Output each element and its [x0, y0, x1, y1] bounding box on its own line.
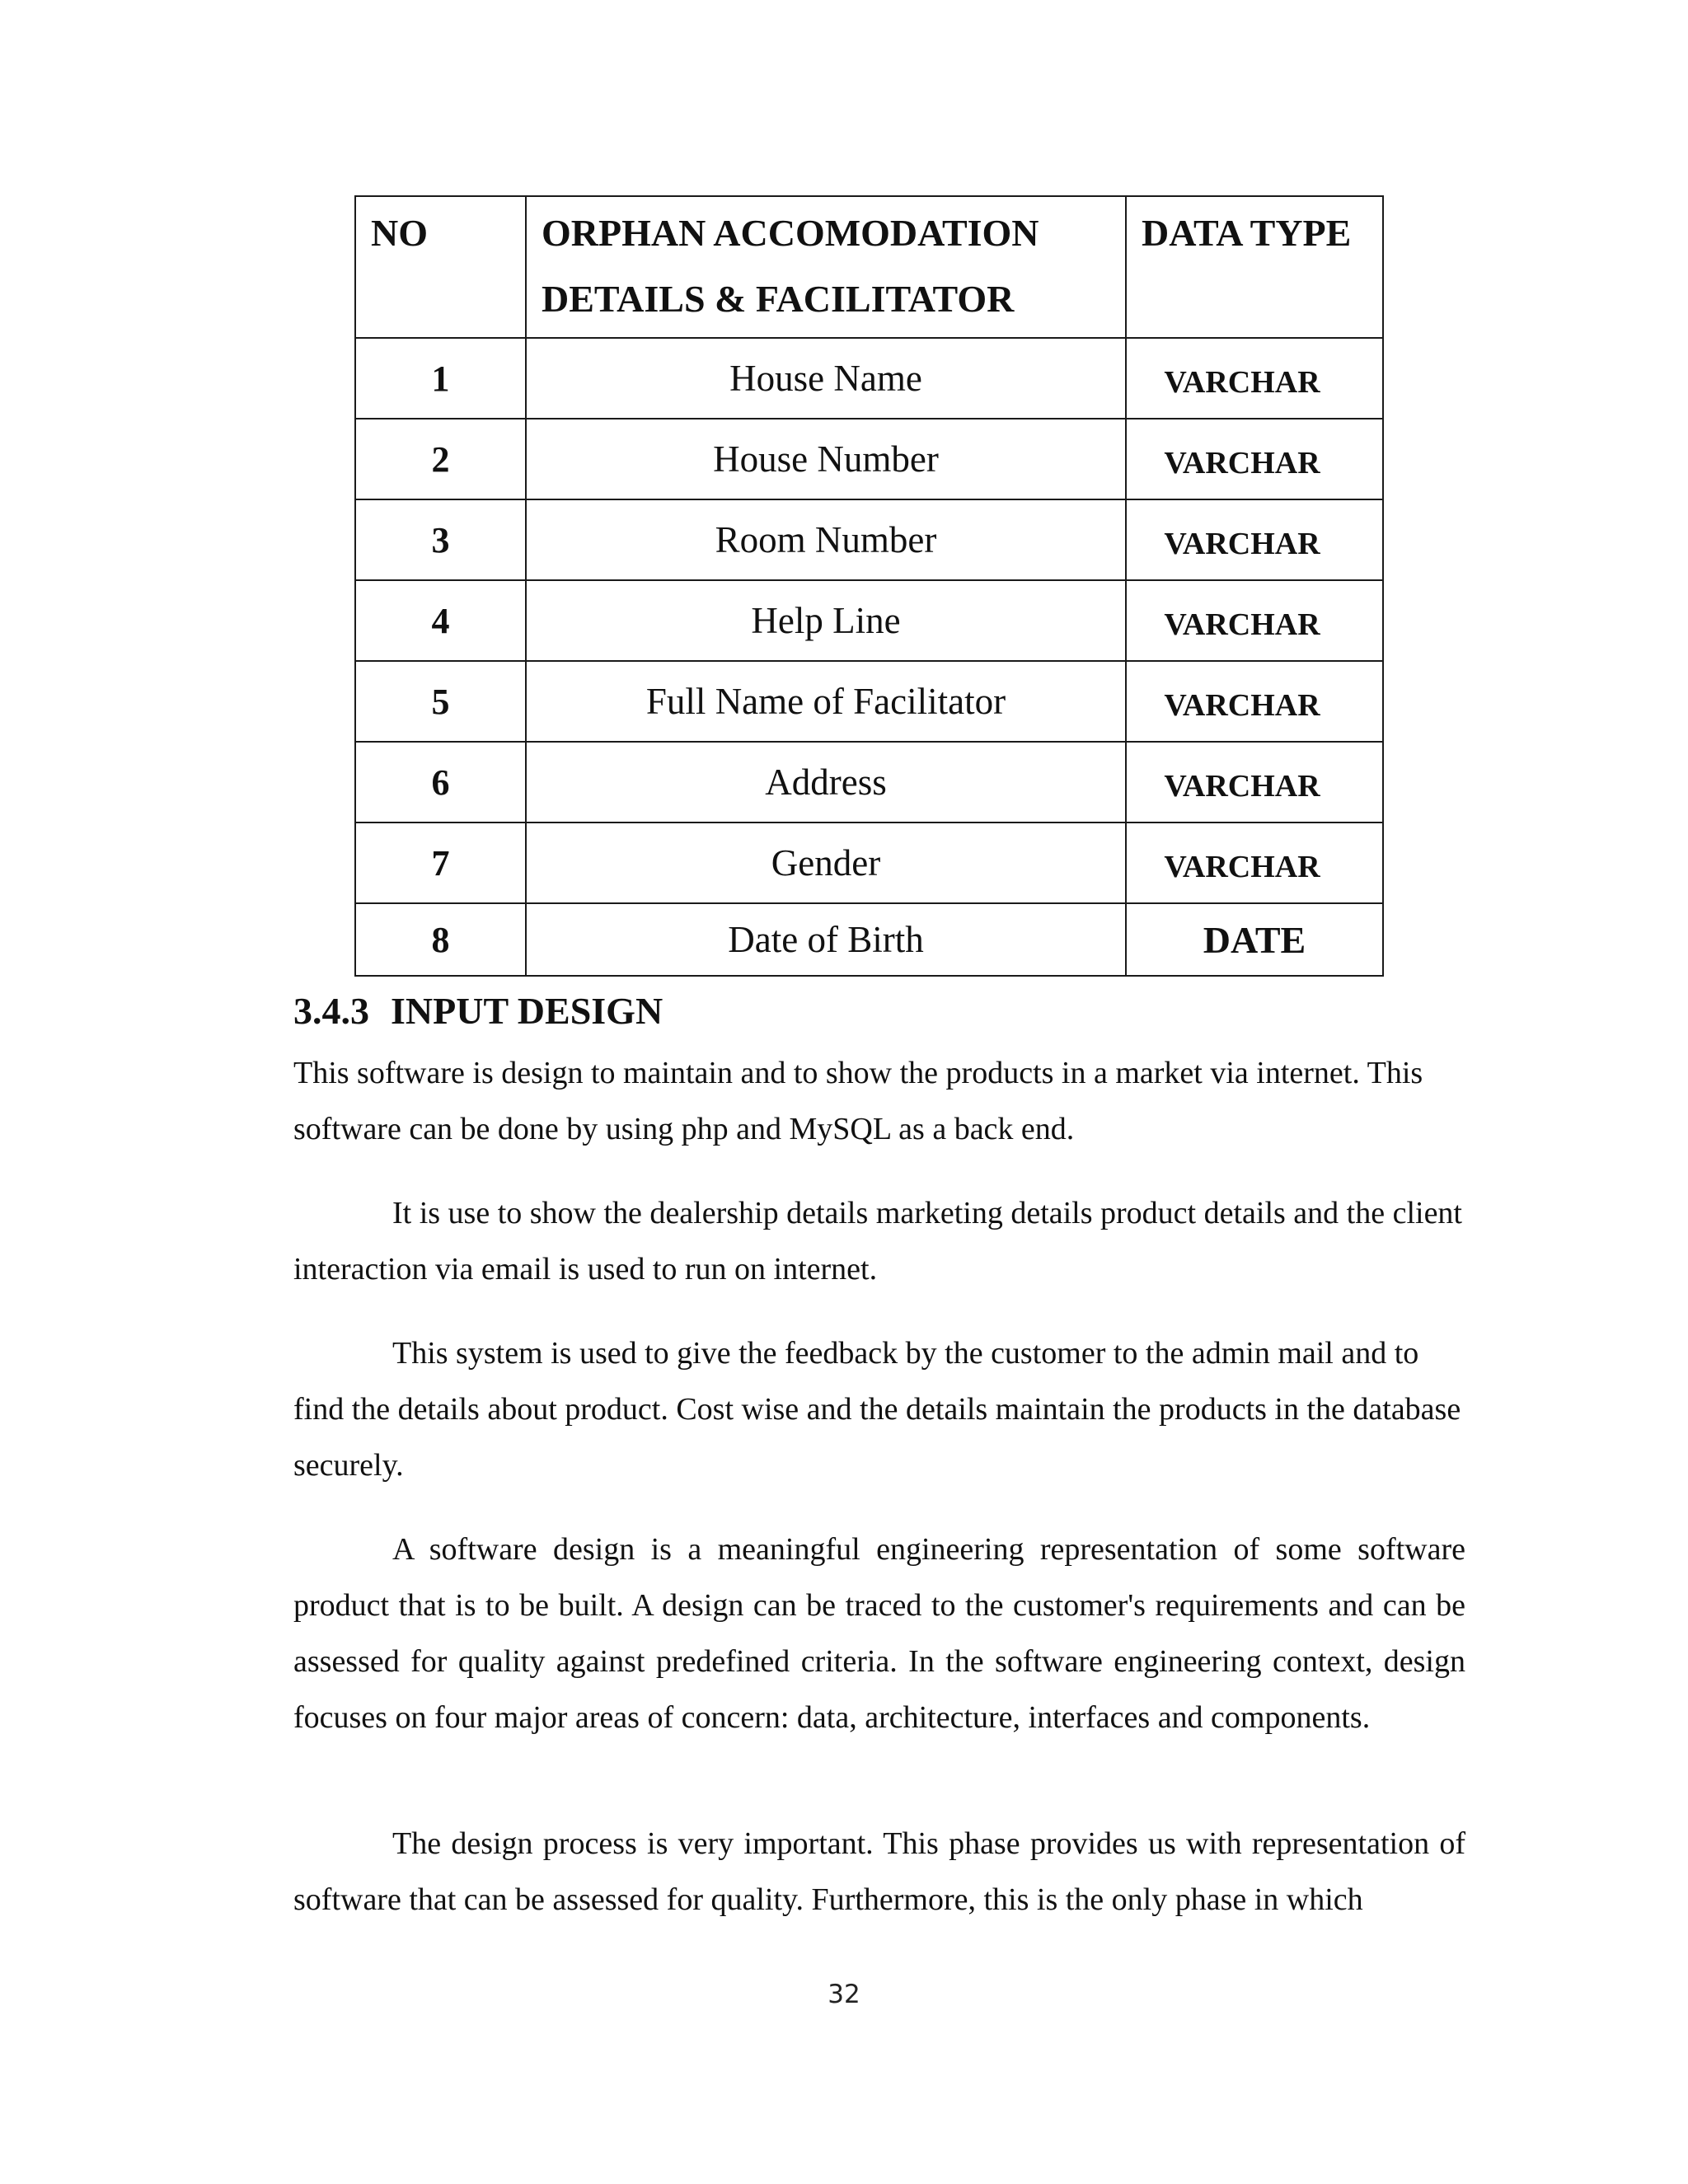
- row-data-type: DATE: [1126, 903, 1383, 976]
- row-number: 2: [355, 419, 526, 499]
- row-number: 5: [355, 661, 526, 742]
- header-details-line1: ORPHAN ACCOMODATION: [542, 212, 1039, 254]
- paragraph-4: A software design is a meaningful engineering representation of some software product that is to be built. A design can be traced to the customer's requirements and can be assessed for quality against predefined criteria. In the software engineering context, design focuses on four major areas of concern: data, architecture, interfaces and components.: [293, 1532, 1465, 1735]
- table-row: [355, 823, 1383, 903]
- row-data-type: VARCHAR: [1126, 661, 1383, 742]
- row-data-type: VARCHAR: [1126, 338, 1383, 419]
- table-row: [355, 499, 1383, 580]
- row-number: 4: [355, 580, 526, 661]
- row-field: Date of Birth: [526, 903, 1126, 976]
- row-number: 1: [355, 338, 526, 419]
- table-row: [355, 338, 1383, 419]
- row-number: 3: [355, 499, 526, 580]
- row-data-type: VARCHAR: [1126, 580, 1383, 661]
- header-details: [526, 196, 1126, 338]
- row-data-type: VARCHAR: [1126, 499, 1383, 580]
- paragraph-3: This system is used to give the feedback by the customer to the admin mail and to find the details about product. Cost wise and the details maintain the products in the database securely.: [293, 1336, 1461, 1483]
- header-data-type: DATA TYPE: [1126, 196, 1383, 338]
- table-row: [355, 742, 1383, 823]
- table-row: [355, 580, 1383, 661]
- section-heading: [293, 989, 663, 1033]
- header-no: NO: [355, 196, 526, 338]
- row-field: House Name: [526, 338, 1126, 419]
- paragraph-5: The design process is very important. This phase provides us with representation of software that can be assessed for quality. Furthermore, this is the only phase in which: [293, 1826, 1465, 1917]
- row-field: Help Line: [526, 580, 1126, 661]
- table-row: [355, 419, 1383, 499]
- table-row: [355, 903, 1383, 976]
- row-field: Room Number: [526, 499, 1126, 580]
- orphan-accommodation-table: [354, 195, 1384, 977]
- table-row: [355, 661, 1383, 742]
- row-field: House Number: [526, 419, 1126, 499]
- section-title: INPUT DESIGN: [391, 990, 663, 1032]
- table-header-row: [355, 196, 1383, 338]
- page-number: 32: [828, 1980, 860, 2009]
- row-field: Gender: [526, 823, 1126, 903]
- section-number: 3.4.3: [293, 990, 369, 1032]
- paragraph-1: This software is design to maintain and to show the products in a market via internet. This software can be done by using php and MySQL as a back end.: [293, 1056, 1423, 1146]
- row-number: 7: [355, 823, 526, 903]
- row-data-type: VARCHAR: [1126, 742, 1383, 823]
- row-field: Full Name of Facilitator: [526, 661, 1126, 742]
- row-number: 6: [355, 742, 526, 823]
- row-data-type: VARCHAR: [1126, 419, 1383, 499]
- paragraph-2: It is use to show the dealership details marketing details product details and the client interaction via email is used to run on internet.: [293, 1196, 1462, 1286]
- row-data-type: VARCHAR: [1126, 823, 1383, 903]
- row-field: Address: [526, 742, 1126, 823]
- header-details-line2: DETAILS & FACILITATOR: [542, 278, 1015, 320]
- row-number: 8: [355, 903, 526, 976]
